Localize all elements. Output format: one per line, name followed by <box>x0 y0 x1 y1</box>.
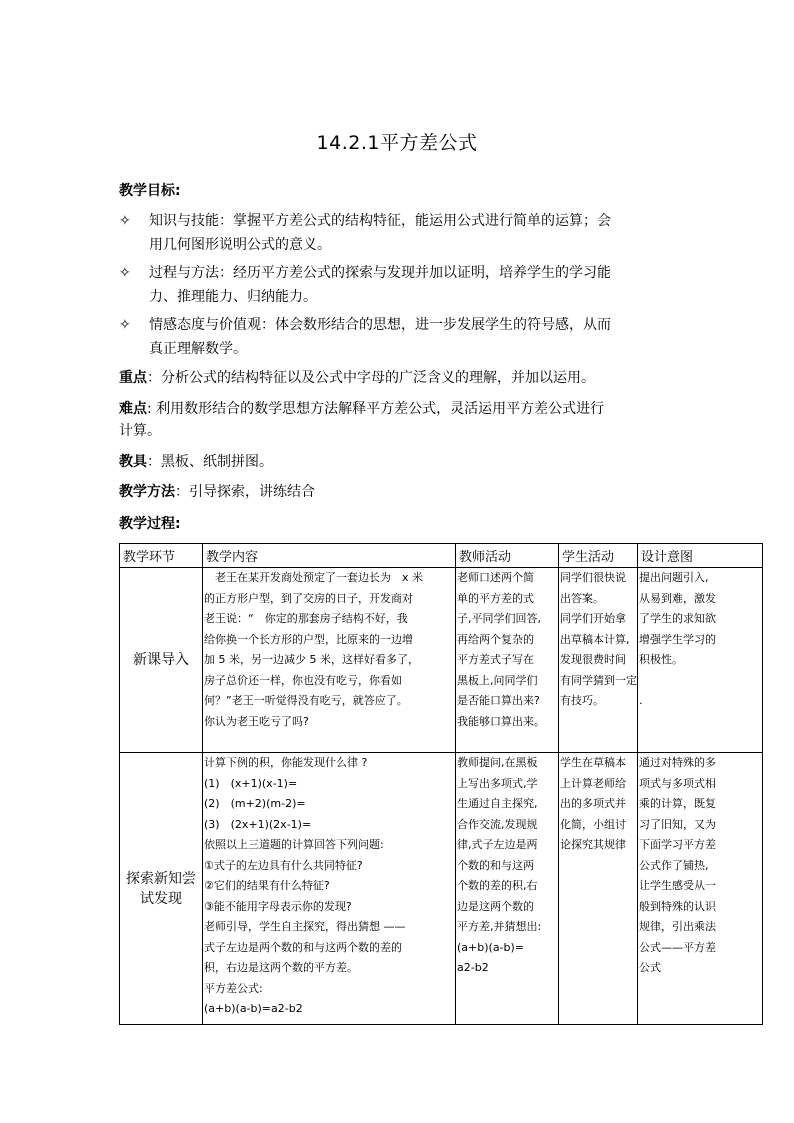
diamond-bullet-icon: ✧ <box>119 317 131 333</box>
lesson-table <box>119 543 763 1025</box>
teacher-cell: 老师口述两个简 单的平方差的式 子,平同学们回答, 再给两个复杂的 平方差式子写在 黑板上,问同学们 是否能口算出来? 我能够口算出来。 <box>456 568 559 753</box>
table-row <box>120 753 763 1025</box>
table-row <box>120 568 763 753</box>
teaching-method: 教学方法：引导探索，讲练结合 <box>119 484 315 500</box>
goal-item <box>119 313 679 361</box>
header-teacher: 教师活动 <box>456 544 559 568</box>
goal-text: 情感态度与价值观：体会数形结合的思想，进一步发展学生的符号感，从而 真正理解数学。 <box>149 317 611 357</box>
diamond-bullet-icon: ✧ <box>119 265 131 281</box>
teacher-cell: 教师提问,在黑板 上写出多项式,学 生通过自主探究, 合作交流,发现规 律,式子左边是两 个数的和与这两 个数的差的积,右 边是这两个数的 平方差,并猜想出: (a+b)(a-b)= a2-b2 <box>456 753 559 1025</box>
key-point: 重点：分析公式的结构特征以及公式中字母的广泛含义的理解，并加以运用。 <box>119 370 595 386</box>
content-cell: 老王在某开发商处预定了一套边长为 x 米 的正方形户型，到了交房的日子，开发商对 老王说：“ 你定的那套房子结构不好，我 给你换一个长方形的户型，比原来的一边增 加 5 米，另一边减少 5 米，这样好看多了， 房子总价还一样，你也没有吃亏，你看如 何？”老王一听觉得没有吃亏，就答应了。 你认为老王吃亏了吗? <box>203 568 456 753</box>
student-cell: 同学们很快说 出答案。 同学们开始拿 出草稿本计算, 发现很费时间 有同学猜到一定 有技巧。 <box>559 568 638 753</box>
stage-cell: 新课导入 <box>120 568 203 753</box>
header-stage: 教学环节 <box>120 544 203 568</box>
stage-cell: 探索新知尝 试发现 <box>120 753 203 1025</box>
difficulty: 难点: 利用数形结合的数学思想方法解释平方差公式，灵活运用平方差公式进行 计算。 <box>119 401 605 439</box>
content-cell: 计算下例的积，你能发现什么律 ? (1) (x+1)(x-1)= (2) (m+2)(m-2)= (3) (2x+1)(2x-1)= 依照以上三道题的计算回答下列问题: ①式子的左边具有什么共同特征? ②它们的结果有什么特征? ③能不能用字母表示你的发现? 老师引导，学生自主探究，得出猜想 —— 式子左边是两个数的和与这两个数的差的 积，右边是这两个数的平方差。 平方差公式: (a+b)(a-b)=a2-b2 <box>203 753 456 1025</box>
goal-text: 过程与方法：经历平方差公式的探索与发现并加以证明，培养学生的学习能 力、推理能力、归纳能力。 <box>149 265 611 305</box>
goal-item <box>119 261 679 309</box>
intent-cell: 通过对特殊的多 项式与多项式相 乘的计算，既复 习了旧知，又为 下面学习平方差 公式作了铺热, 让学生感受从一 般到特殊的认识 规律，引出乘法 公式——平方差 公式 <box>638 753 763 1025</box>
diamond-bullet-icon: ✧ <box>119 213 131 229</box>
header-intent: 设计意图 <box>638 544 763 568</box>
process-heading: 教学过程: <box>119 516 181 532</box>
goals-heading: 教学目标: <box>119 183 181 199</box>
table-header-row <box>120 544 763 568</box>
intent-cell: 提出问题引入, 从易到难，激发 了学生的求知欲 增强学生学习的 积极性。 . <box>638 568 763 753</box>
goal-text: 知识与技能：掌握平方差公式的结构特征，能运用公式进行简单的运算；会 用几何图形说明公式的意义。 <box>149 213 611 253</box>
student-cell: 学生在草稿本 上计算老师给 出的多项式并 化简，小组讨 论探究其规律 <box>559 753 638 1025</box>
goal-item <box>119 209 679 257</box>
teaching-tools: 教具：黑板、纸制拼图。 <box>119 454 273 470</box>
header-content: 教学内容 <box>203 544 456 568</box>
header-student: 学生活动 <box>559 544 638 568</box>
page-title: 14.2.1平方差公式 <box>316 132 478 154</box>
